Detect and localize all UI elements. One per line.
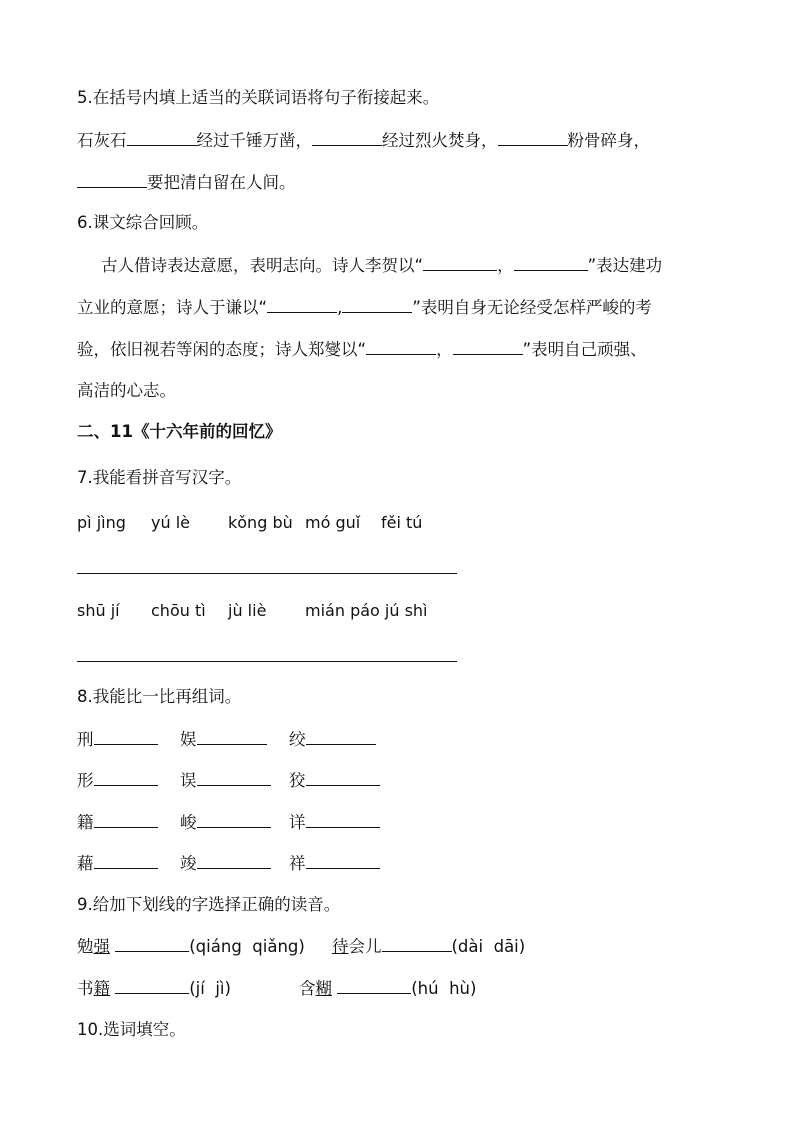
pinyin-item: fěi tú — [381, 513, 423, 532]
answer-blank[interactable] — [115, 934, 189, 952]
answer-blank[interactable] — [514, 253, 588, 271]
q6-line-2 — [77, 295, 652, 320]
q6-line-1 — [101, 253, 662, 278]
q5-text: 经过烈火焚身， — [382, 131, 498, 150]
q10-title: 10.选词填空。 — [77, 1020, 186, 1039]
answer-blank[interactable] — [498, 128, 568, 146]
q8-title: 8.我能比一比再组词。 — [77, 687, 242, 706]
answer-blank[interactable] — [312, 128, 382, 146]
q5-title: 5.在括号内填上适当的关联词语将句子衔接起来。 — [77, 88, 440, 107]
compare-item: 娱 — [180, 727, 267, 752]
underlined-char: 糊 — [315, 979, 332, 998]
q6-text: ”表明自身无论经受怎样严峻的考 — [412, 298, 652, 317]
answer-line[interactable] — [77, 661, 457, 662]
section-2-title: 二、11《十六年前的回忆》 — [77, 422, 282, 441]
q6-line-3 — [77, 337, 647, 362]
answer-blank[interactable] — [423, 253, 497, 271]
pinyin-item: kǒng bù — [228, 513, 293, 532]
q6-text: 古人借诗表达意愿，表明志向。诗人李贺以“ — [101, 256, 424, 275]
pinyin-item: yú lè — [151, 513, 190, 532]
pinyin-item: pì jìng — [77, 513, 126, 532]
answer-blank[interactable] — [127, 128, 197, 146]
q5-line-1 — [77, 128, 650, 153]
answer-blank[interactable] — [197, 851, 271, 869]
answer-blank[interactable] — [197, 768, 271, 786]
answer-blank[interactable] — [267, 295, 337, 313]
answer-blank[interactable] — [94, 851, 158, 869]
q5-text: 粉骨碎身， — [567, 131, 650, 150]
answer-blank[interactable] — [197, 810, 271, 828]
underlined-char: 强 — [93, 937, 110, 956]
answer-blank[interactable] — [337, 976, 411, 994]
compare-item: 绞 — [289, 727, 376, 752]
q5-text: 经过千锤万凿， — [196, 131, 312, 150]
q5-line-2 — [77, 170, 296, 195]
answer-blank[interactable] — [115, 976, 189, 994]
q6-text: , — [337, 298, 343, 317]
answer-blank[interactable] — [94, 810, 158, 828]
q7-title: 7.我能看拼音写汉字。 — [77, 468, 242, 487]
q5-text: 石灰石 — [77, 131, 127, 150]
q6-text: ， — [436, 340, 453, 359]
q6-text: ， — [497, 256, 514, 275]
pinyin-item: shū jí — [77, 601, 120, 620]
pronunciation-item: 待会儿 (dài dāi) — [332, 934, 525, 959]
answer-blank[interactable] — [306, 768, 380, 786]
compare-item: 形 — [77, 768, 158, 793]
pronunciation-item: 含糊 (hú hù) — [299, 976, 476, 1001]
compare-item: 误 — [180, 768, 271, 793]
pinyin-item: mó guǐ — [305, 513, 361, 532]
q6-title: 6.课文综合回顾。 — [77, 213, 209, 232]
pronunciation-item: 勉强 (qiáng qiǎng) — [77, 934, 305, 959]
answer-blank[interactable] — [366, 337, 436, 355]
compare-item: 祥 — [289, 851, 380, 876]
q9-title: 9.给加下划线的字选择正确的读音。 — [77, 895, 341, 914]
answer-blank[interactable] — [197, 727, 267, 745]
underlined-char: 籍 — [93, 979, 110, 998]
compare-item: 详 — [289, 810, 380, 835]
answer-blank[interactable] — [382, 934, 452, 952]
pronunciation-item: 书籍 (jí jì) — [77, 976, 231, 1001]
answer-blank[interactable] — [453, 337, 523, 355]
answer-blank[interactable] — [306, 851, 380, 869]
q5-text: 要把清白留在人间。 — [147, 173, 296, 192]
compare-item: 籍 — [77, 810, 158, 835]
underlined-char: 待 — [332, 937, 349, 956]
compare-item: 竣 — [180, 851, 271, 876]
pinyin-item: chōu tì — [151, 601, 206, 620]
compare-item: 藉 — [77, 851, 158, 876]
compare-item: 狡 — [289, 768, 380, 793]
answer-blank[interactable] — [306, 810, 380, 828]
answer-blank[interactable] — [77, 170, 147, 188]
answer-line[interactable] — [77, 573, 457, 574]
pinyin-item: mián páo jú shì — [305, 601, 428, 620]
answer-blank[interactable] — [306, 727, 376, 745]
compare-item: 刑 — [77, 727, 158, 752]
q6-line-4: 高洁的心志。 — [77, 381, 176, 400]
q6-text: 立业的意愿；诗人于谦以“ — [77, 298, 268, 317]
answer-blank[interactable] — [94, 768, 158, 786]
q6-text: ”表明自己顽强、 — [522, 340, 647, 359]
answer-blank[interactable] — [342, 295, 412, 313]
answer-blank[interactable] — [94, 727, 158, 745]
q6-text: ”表达建功 — [587, 256, 663, 275]
compare-item: 峻 — [180, 810, 271, 835]
q6-text: 验，依旧视若等闲的态度；诗人郑燮以“ — [77, 340, 367, 359]
pinyin-item: jù liè — [228, 601, 267, 620]
